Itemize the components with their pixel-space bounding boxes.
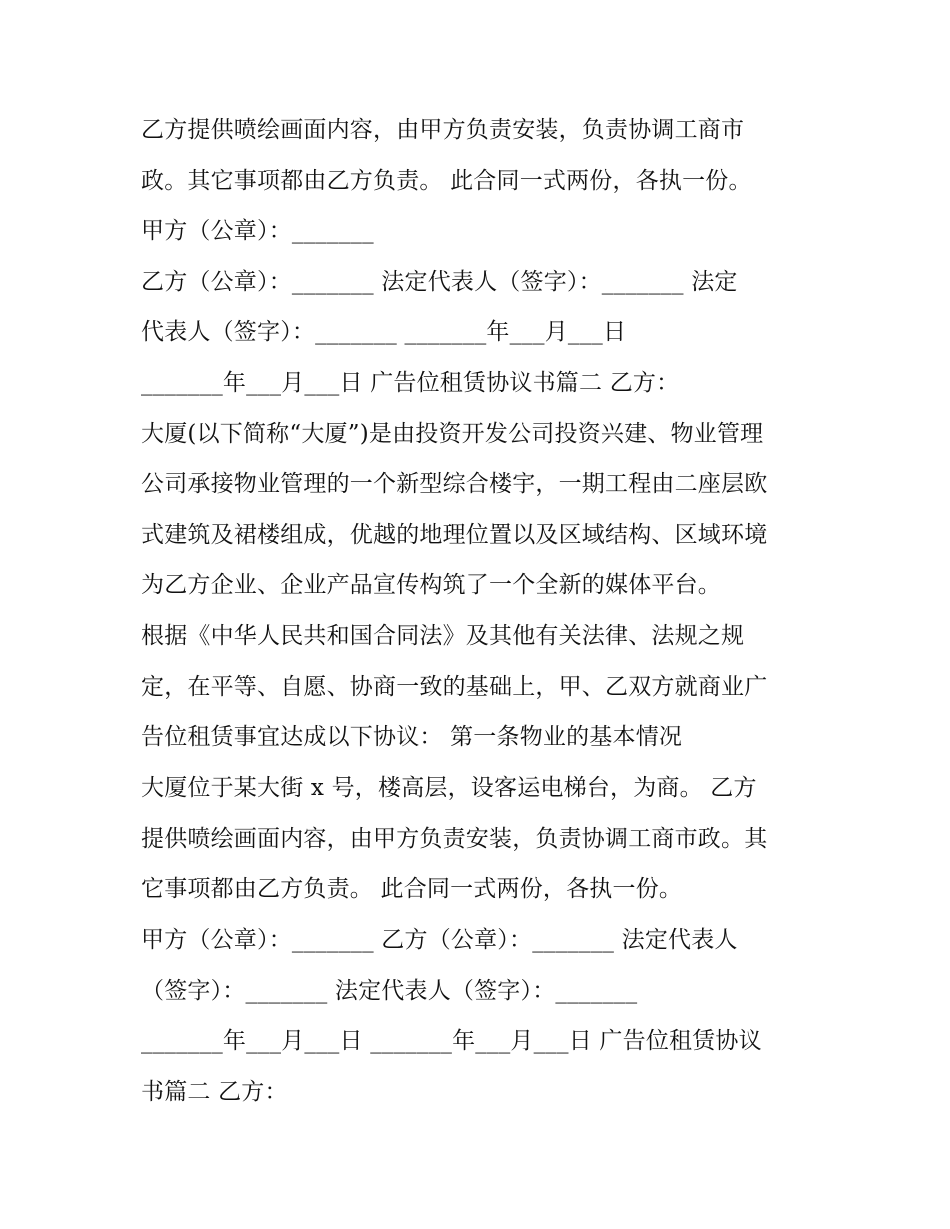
text-line: 大厦(以下简称“大厦”)是由投资开发公司投资兴建、物业管理 — [141, 421, 764, 447]
text-line: 书篇二 乙方： — [141, 1079, 288, 1105]
text-line: 告位租赁事宜达成以下协议： 第一条物业的基本情况 — [141, 724, 683, 750]
text-line: 式建筑及裙楼组成，优越的地理位置以及区域结构、区域环境 — [141, 522, 768, 548]
text-line: 提供喷绘画面内容，由甲方负责安装，负责协调工商市政。其 — [141, 826, 768, 852]
text-line: 政。其它事项都由乙方负责。 此合同一式两份，各执一份。 — [141, 168, 752, 194]
text-line: （签字）：_______ 法定代表人（签字）：_______ — [141, 978, 638, 1004]
text-line: _______年___月___日 _______年___月___日 广告位租赁协议 — [141, 1028, 762, 1054]
text-line: 乙方提供喷绘画面内容，由甲方负责安装，负责协调工商市 — [141, 117, 745, 143]
text-line: 它事项都由乙方负责。 此合同一式两份，各执一份。 — [141, 876, 683, 902]
text-line: 甲方（公章）：_______ — [141, 218, 374, 244]
text-line: 大厦位于某大街 x 号，楼高层，设客运电梯台，为商。 乙方 — [141, 775, 757, 801]
text-line: 公司承接物业管理的一个新型综合楼宇，一期工程由二座层欧 — [141, 471, 768, 497]
text-line: 定，在平等、自愿、协商一致的基础上，甲、乙双方就商业广 — [141, 674, 768, 700]
text-line: 根据《中华人民共和国合同法》及其他有关法律、法规之规 — [141, 623, 745, 649]
text-line: 甲方（公章）：_______ 乙方（公章）：_______ 法定代表人 — [141, 927, 738, 953]
text-line: _______年___月___日 广告位租赁协议书篇二 乙方： — [141, 370, 680, 396]
text-line: 为乙方企业、企业产品宣传构筑了一个全新的媒体平台。 — [141, 572, 721, 598]
text-line: 代表人（签字）：_______ _______年___月___日 — [141, 319, 627, 345]
text-line: 乙方（公章）：_______ 法定代表人（签字）：_______ 法定 — [141, 269, 738, 295]
